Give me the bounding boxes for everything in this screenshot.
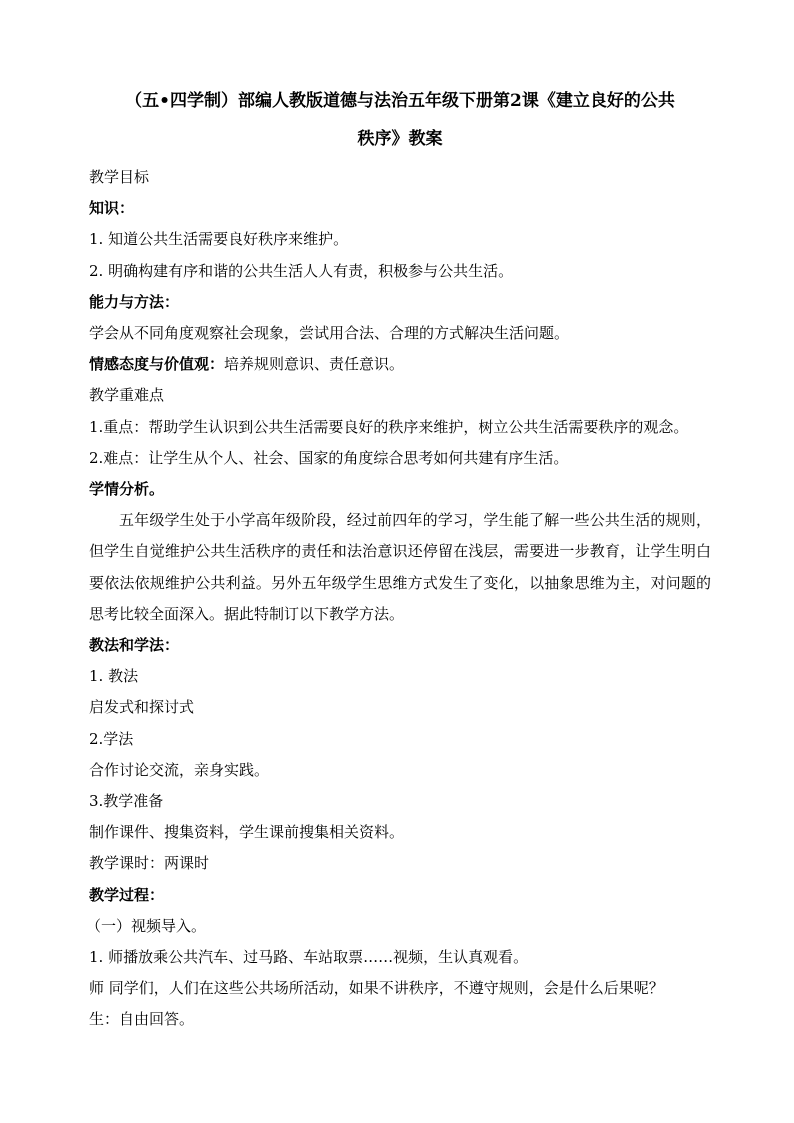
process-step-1: （一）视频导入。 — [86, 916, 207, 935]
method-item-3: 3.教学准备 — [89, 792, 164, 811]
teaching-hours: 教学课时：两课时 — [89, 854, 210, 873]
emotion-label: 情感态度与价值观： — [89, 355, 225, 374]
knowledge-label: 知识： — [89, 199, 135, 218]
method-item-2: 2.学法 — [89, 729, 134, 748]
knowledge-item-2: 2. 明确构建有序和谐的公共生活人人有责，积极参与公共生活。 — [89, 261, 514, 280]
emotion-line — [89, 349, 711, 380]
method-item-1: 1. 教法 — [89, 667, 139, 686]
document-page — [86, 82, 711, 1036]
process-step-1-a: 1. 师播放乘公共汽车、过马路、车站取票……视频，生认真观看。 — [89, 948, 529, 967]
knowledge-item-1: 1. 知道公共生活需要良好秩序来维护。 — [89, 230, 349, 249]
key-point-2: 2.难点：让学生从个人、社会、国家的角度综合思考如何共建有序生活。 — [89, 448, 569, 467]
analysis-heading: 学情分析。 — [89, 480, 165, 499]
methods-heading: 教法和学法： — [89, 636, 180, 655]
ability-label: 能力与方法： — [89, 292, 180, 311]
method-item-2-text: 合作讨论交流，亲身实践。 — [89, 760, 270, 779]
title-line-2: 秩序》教案 — [357, 129, 443, 149]
process-heading: 教学过程： — [89, 885, 165, 904]
method-item-1-text: 启发式和探讨式 — [89, 698, 195, 717]
teacher-question: 师 同学们，人们在这些公共场所活动，如果不讲秩序，不遵守规则，会是什么后果呢？ — [89, 979, 664, 998]
key-point-1: 1.重点：帮助学生认识到公共生活需要良好的秩序来维护，树立公共生活需要秩序的观念。 — [89, 417, 689, 436]
ability-text: 学会从不同角度观察社会现象，尝试用合法、合理的方式解决生活问题。 — [89, 324, 570, 343]
document-title — [89, 82, 711, 158]
objectives-heading: 教学目标 — [89, 168, 150, 186]
title-line-1: （五•四学制）部编人教版道德与法治五年级下册第2课《建立良好的公共 — [125, 91, 675, 111]
student-answer: 生：自由回答。 — [89, 1010, 195, 1029]
method-item-3-text: 制作课件、搜集资料，学生课前搜集相关资料。 — [89, 823, 405, 842]
emotion-text: 培养规则意识、责任意识。 — [224, 355, 405, 374]
key-points-heading: 教学重难点 — [89, 386, 165, 405]
analysis-paragraph: 五年级学生处于小学高年级阶段，经过前四年的学习，学生能了解一些公共生活的规则，但学生自觉维护公共生活秩序的责任和法治意识还停留在浅层，需要进一步教育，让学生明白要依法依规维护公共利益。另外五年级学生思维方式发生了变化，以抽象思维为主，对问题的思考比较全面深入。据此特制订以下教学方法。 — [89, 511, 711, 623]
